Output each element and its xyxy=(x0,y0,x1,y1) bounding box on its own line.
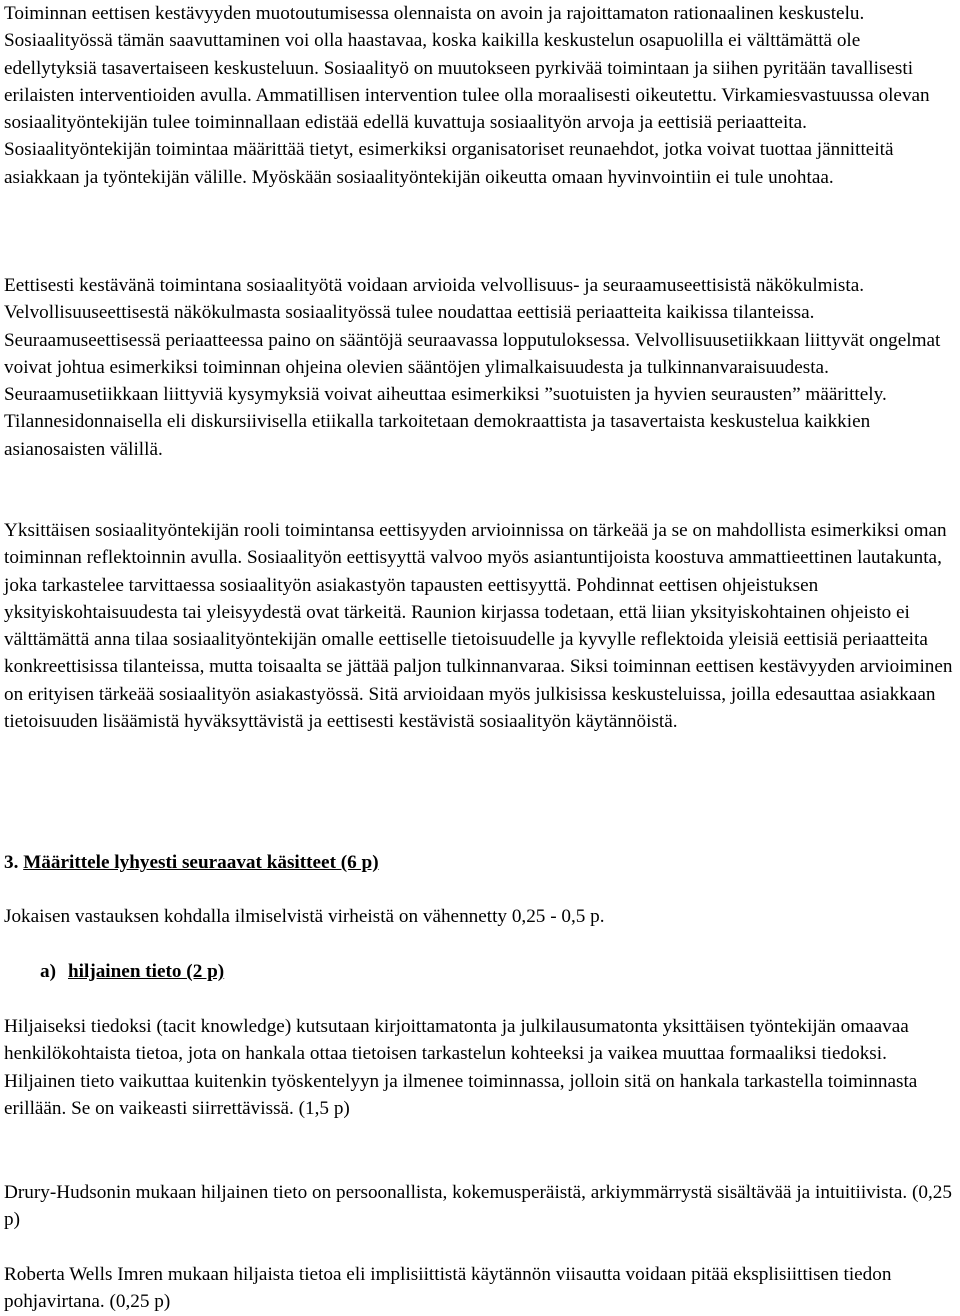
section-number: 3. xyxy=(4,852,19,873)
answer-paragraph-drury-hudson: Drury-Hudsonin mukaan hiljainen tieto on persoonallista, kokemusperäistä, arkiymmärrystä sisältävää ja intuitiivista. (0,25 p) xyxy=(4,1182,952,1231)
paragraph-individual-role: Yksittäisen sosiaalityöntekijän rooli toimintansa eettisyyden arvioinnissa on tärkeää ja se on mahdollista esimerkiksi oman toiminnan reflektoinnin avulla. Sosiaalityön eettisyyttä valvoo myös asiantuntijoista koostuva ammattieettinen lautakunta, joka tarkastelee tarvittaessa sosiaalityön asiakastyön tapausten eettisyyttä. Pohdinnat eettisen ohjeistuksen yksityiskohtaisuudesta tai yleisyydestä ovat tärkeitä. Raunion kirjassa todetaan, että liian yksityiskohtainen ohjeisto ei välttämättä anna tilaa sosiaalityöntekijän omalle eettiselle tietoisuudelle ja kyvylle reflektoida yleisiä eettisiä periaatteita konkreettisissa tilanteissa, mutta toisaalta se jättää paljon tulkinnanvaraa. Siksi toiminnan eettisen kestävyyden arvioiminen on erityisen tärkeää sosiaalityön asiakastyössä. Sitä arvioidaan myös julkisissa keskusteluissa, joilla edesauttaa asiakkaan tietoisuuden lisäämistä hyväksyttävistä ja eettisesti kestävistä sosiaalityön käytännöistä. xyxy=(4,520,953,733)
paragraph-ethics-discussion: Toiminnan eettisen kestävyyden muotoutumisessa olennaista on avoin ja rajoittamaton rationaalinen keskustelu. Sosiaalityössä tämän saavuttaminen voi olla haastavaa, koska kaikilla keskustelun osapuolilla ei välttämättä ole edellytyksiä tasavertaiseen keskusteluun. Sosiaalityö on muutokseen pyrkivää toimintaan ja siihen pyritään tavallisesti erilaisten interventioiden avulla. Ammatillisen intervention tulee olla moraalisesti oikeutettu. Virkamiesvastuussa olevan sosiaalityöntekijän tulee toiminnallaan edistää edellä kuvattuja sosiaalityön arvoja ja eettisiä periaatteita. Sosiaalityöntekijän toimintaa määrittää tietyt, esimerkiksi organisatoriset reunaehdot, jotka voivat tuottaa jännitteitä asiakkaan ja työntekijän välille. Myöskään sosiaalityöntekijän oikeutta omaan hyvinvointiin ei tule unohtaa. xyxy=(4,3,930,188)
paragraph-ethics-perspectives: Eettisesti kestävänä toimintana sosiaalityötä voidaan arvioida velvollisuus- ja seuraamuseettisistä näkökulmista. Velvollisuuseettisestä näkökulmasta sosiaalityössä tulee noudattaa eettisiä periaatteita kaikissa tilanteissa. Seuraamuseettisessä periaatteessa paino on sääntöjä seuraavassa lopputuloksessa. Velvollisuusetiikkaan liittyvät ongelmat voivat johtua esimerkiksi toiminnan ohjeina olevien sääntöjen ylimalkaisuudesta ja tulkinnanvaraisuudesta. Seuraamusetiikkaan liittyviä kysymyksiä voivat aiheuttaa esimerkiksi ”suotuisten ja hyvien seurausten” määrittely. Tilannesidonnaisella eli diskursiivisella etiikalla tarkoitetaan demokraattista ja tasavertaista keskustelua kaikkien asianosaisten välillä. xyxy=(4,275,941,460)
subsection-title: hiljainen tieto (2 p) xyxy=(67,961,225,982)
instruction-text: Jokaisen vastauksen kohdalla ilmiselvistä virheistä on vähennetty 0,25 - 0,5 p. xyxy=(4,906,605,927)
subsection-heading xyxy=(40,958,954,985)
answer-paragraph-imre: Roberta Wells Imren mukaan hiljaista tietoa eli implisiittistä käytännön viisautta voidaan pitää eksplisiittisen tiedon pohjavirtana. (0,25 p) xyxy=(4,1264,892,1313)
section-heading xyxy=(4,849,954,876)
answer-paragraph-definition: Hiljaiseksi tiedoksi (tacit knowledge) kutsutaan kirjoittamatonta ja julkilausumatonta yksittäisen työntekijän omaavaa henkilökohtaista tietoa, jota on hankala ottaa tietoisen tarkastelun kohteeksi ja vaikea muuttaa formaaliksi tiedoksi. Hiljainen tieto vaikuttaa kuitenkin työskentelyyn ja ilmenee toiminnassa, jolloin sitä on hankala tarkastella toiminnasta erillään. Se on vaikeasti siirrettävissä. (1,5 p) xyxy=(4,1016,918,1119)
subsection-label: a) xyxy=(40,961,56,982)
section-title: Määrittele lyhyesti seuraavat käsitteet (6 p) xyxy=(23,852,379,873)
